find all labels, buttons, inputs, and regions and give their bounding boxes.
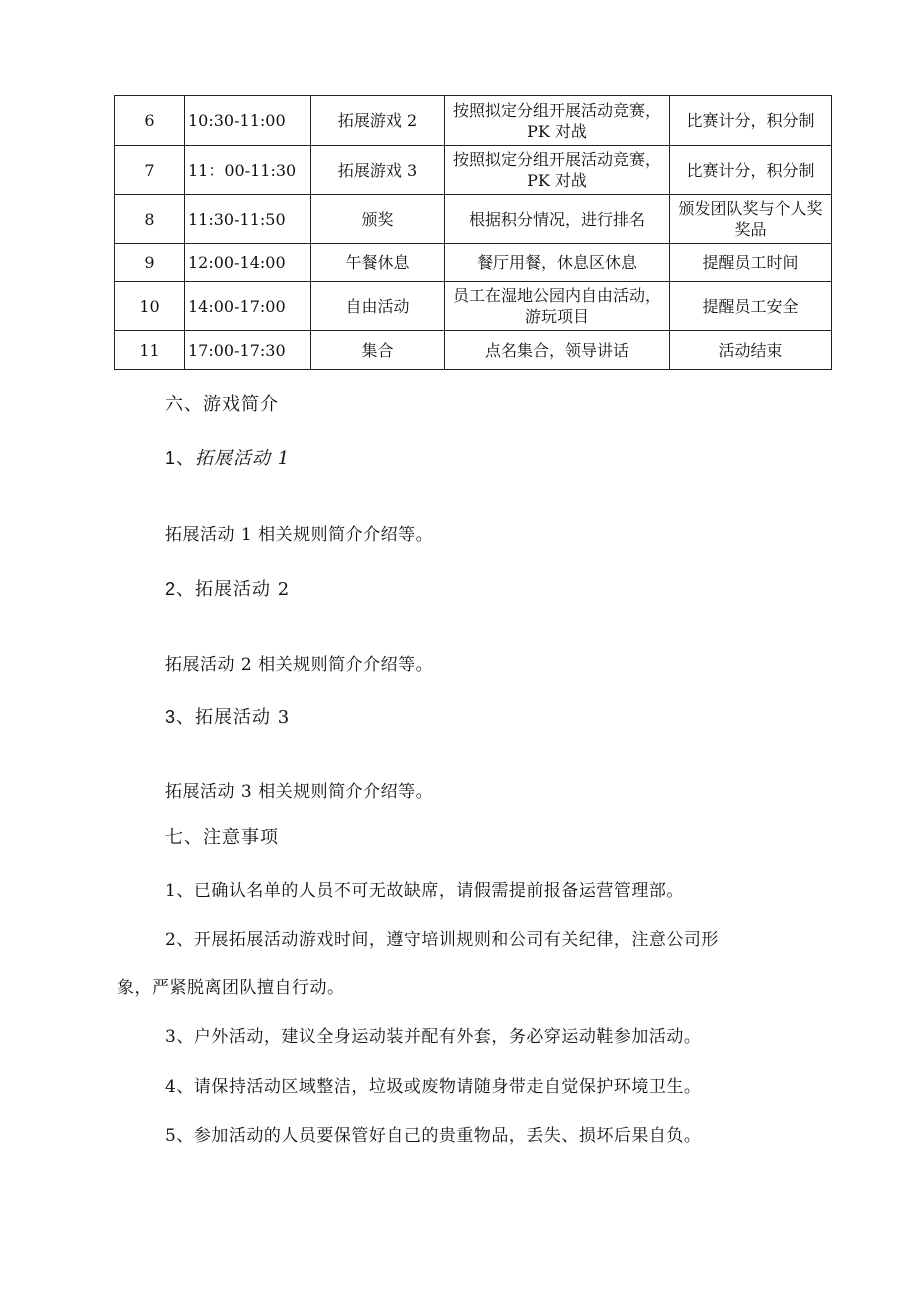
schedule-table (114, 95, 832, 370)
cell-item: 自由活动 (311, 282, 445, 331)
game-desc-2: 拓展活动 2 相关规则简介介绍等。 (165, 655, 434, 675)
cell-content: 根据积分情况，进行排名 (445, 195, 670, 244)
cell-note: 颁发团队奖与个人奖奖品 (670, 195, 832, 244)
cell-time: 12:00-14:00 (185, 244, 311, 282)
cell-time: 10:30-11:00 (185, 96, 311, 146)
cell-note: 比赛计分，积分制 (670, 146, 832, 195)
game-desc-3: 拓展活动 3 相关规则简介介绍等。 (165, 782, 434, 802)
cell-no: 6 (115, 96, 185, 146)
table-row (115, 146, 832, 195)
cell-item: 集合 (311, 331, 445, 370)
table-row (115, 195, 832, 244)
note-item-3: 3、户外活动，建议全身运动装并配有外套，务必穿运动鞋参加活动。 (165, 1027, 702, 1047)
cell-time: 11:30-11:50 (185, 195, 311, 244)
note-item-2-continued: 象，严紧脱离团队擅自行动。 (117, 978, 345, 998)
game-separator: 、 (176, 579, 196, 600)
game-separator: 、 (176, 707, 196, 728)
game-title: 拓展活动 1 (195, 448, 291, 469)
table-row (115, 282, 832, 331)
games-heading: 六、游戏简介 (165, 394, 279, 415)
cell-no: 8 (115, 195, 185, 244)
note-item-1: 1、已确认名单的人员不可无故缺席，请假需提前报备运营管理部。 (165, 881, 684, 901)
note-item-5: 5、参加活动的人员要保管好自己的贵重物品，丢失、损坏后果自负。 (165, 1126, 702, 1146)
cell-no: 11 (115, 331, 185, 370)
cell-item: 拓展游戏 2 (311, 96, 445, 146)
cell-time: 11：00-11:30 (185, 146, 311, 195)
cell-time: 14:00-17:00 (185, 282, 311, 331)
table-row (115, 96, 832, 146)
note-item-4: 4、请保持活动区域整洁，垃圾或废物请随身带走自觉保护环境卫生。 (165, 1077, 702, 1097)
cell-no: 9 (115, 244, 185, 282)
game-title: 拓展活动 2 (195, 579, 291, 600)
table-row (115, 331, 832, 370)
game-number: 3 (165, 707, 177, 727)
notes-heading: 七、注意事项 (165, 827, 279, 848)
table-row (115, 244, 832, 282)
note-item-2: 2、开展拓展活动游戏时间，遵守培训规则和公司有关纪律，注意公司形 (165, 930, 719, 950)
cell-item: 拓展游戏 3 (311, 146, 445, 195)
cell-content: 按照拟定分组开展活动竞赛，PK 对战 (445, 96, 670, 146)
cell-note: 比赛计分，积分制 (670, 96, 832, 146)
game-number: 1 (165, 448, 177, 468)
cell-item: 午餐休息 (311, 244, 445, 282)
cell-content: 点名集合，领导讲话 (445, 331, 670, 370)
cell-content: 按照拟定分组开展活动竞赛，PK 对战 (445, 146, 670, 195)
game-title-3 (165, 703, 290, 729)
cell-note: 活动结束 (670, 331, 832, 370)
cell-note: 提醒员工安全 (670, 282, 832, 331)
cell-note: 提醒员工时间 (670, 244, 832, 282)
cell-no: 7 (115, 146, 185, 195)
game-desc-1: 拓展活动 1 相关规则简介介绍等。 (165, 525, 434, 545)
game-title: 拓展活动 3 (195, 707, 291, 728)
game-title-2 (165, 575, 290, 601)
cell-item: 颁奖 (311, 195, 445, 244)
game-separator: 、 (176, 448, 196, 469)
cell-time: 17:00-17:30 (185, 331, 311, 370)
cell-content: 餐厅用餐，休息区休息 (445, 244, 670, 282)
game-number: 2 (165, 579, 177, 599)
cell-content: 员工在湿地公园内自由活动，游玩项目 (445, 282, 670, 331)
game-title-1 (165, 444, 290, 470)
cell-no: 10 (115, 282, 185, 331)
